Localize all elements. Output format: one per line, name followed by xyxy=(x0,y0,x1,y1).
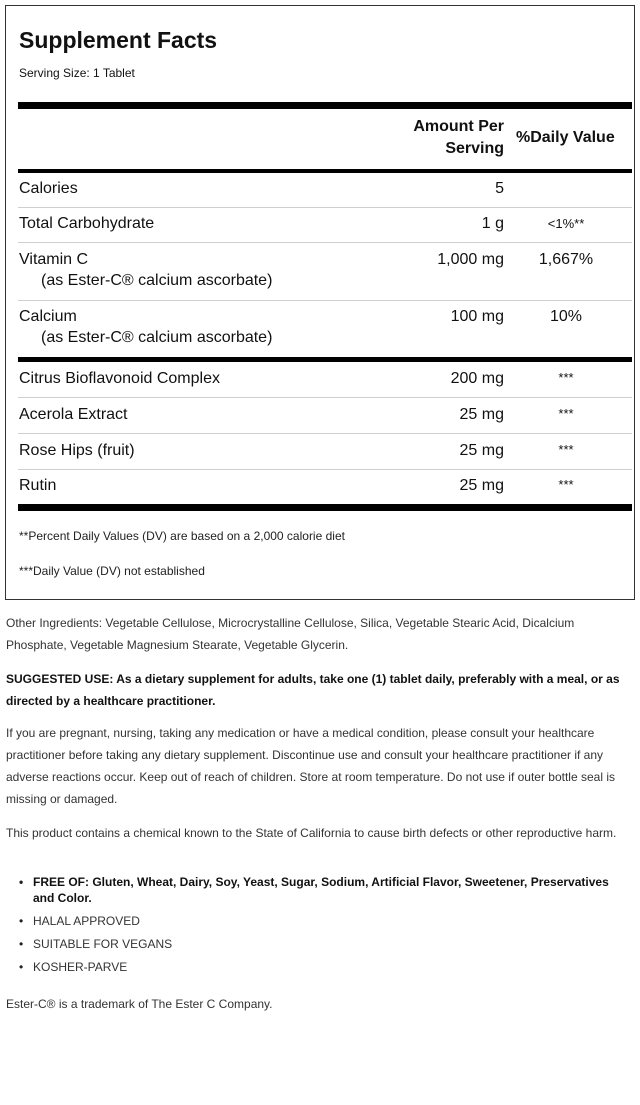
ingredient-daily-value: *** xyxy=(558,406,574,421)
footnote-dv-not-established: ***Daily Value (DV) not established xyxy=(19,564,205,578)
nutrient-name: Calcium xyxy=(19,308,77,325)
ingredient-amount: 25 mg xyxy=(459,406,504,423)
other-ingredients: Other Ingredients: Vegetable Cellulose, Microcrystalline Cellulose, Silica, Vegetable Stearic Acid, Dicalcium Phosphate, Vegetable Magnesium Stearate, Vegetable Glycerin. xyxy=(6,616,575,652)
column-header-amount xyxy=(386,116,504,160)
ingredient-amount: 25 mg xyxy=(459,477,504,494)
row-divider xyxy=(18,300,632,301)
thick-divider xyxy=(18,169,632,173)
trademark-note: Ester-C® is a trademark of The Ester C Company. xyxy=(6,997,273,1011)
prop65-warning: This product contains a chemical known to the State of California to cause birth defects or other reproductive harm. xyxy=(6,826,617,840)
column-header-amount-line1: Amount Per xyxy=(413,118,504,135)
thick-divider xyxy=(18,504,632,511)
list-item: • SUITABLE FOR VEGANS xyxy=(7,936,627,952)
ingredient-amount: 25 mg xyxy=(459,442,504,459)
column-header-amount-line2: Serving xyxy=(445,140,504,157)
row-divider xyxy=(18,207,632,208)
thick-divider xyxy=(18,102,632,109)
ingredient-daily-value: *** xyxy=(558,442,574,457)
row-divider xyxy=(18,433,632,434)
serving-size: Serving Size: 1 Tablet xyxy=(19,66,135,80)
row-divider xyxy=(18,242,632,243)
supplement-facts-panel xyxy=(5,5,635,600)
list-item: • HALAL APPROVED xyxy=(7,913,627,929)
ingredient-name: Citrus Bioflavonoid Complex xyxy=(19,370,220,387)
ingredient-daily-value: *** xyxy=(558,370,574,385)
nutrient-source: (as Ester-C® calcium ascorbate) xyxy=(41,272,273,289)
nutrient-amount: 1 g xyxy=(481,215,504,232)
list-item: • KOSHER-PARVE xyxy=(7,959,627,975)
facts-title: Supplement Facts xyxy=(19,27,218,53)
nutrient-amount: 5 xyxy=(495,180,504,197)
nutrient-amount: 100 mg xyxy=(450,308,504,325)
row-divider xyxy=(18,469,632,470)
feature-list xyxy=(7,874,627,982)
ingredient-name: Rutin xyxy=(19,477,57,494)
ingredient-amount: 200 mg xyxy=(450,370,504,387)
thick-divider xyxy=(18,357,632,362)
ingredient-name: Rose Hips (fruit) xyxy=(19,442,135,459)
ingredient-daily-value: *** xyxy=(558,477,574,492)
list-item: • FREE OF: Gluten, Wheat, Dairy, Soy, Yeast, Sugar, Sodium, Artificial Flavor, Sweetener, Preservatives and Color. xyxy=(7,874,627,906)
nutrient-daily-value: 1,667% xyxy=(538,251,594,268)
nutrient-source: (as Ester-C® calcium ascorbate) xyxy=(41,329,273,346)
nutrient-name: Total Carbohydrate xyxy=(19,215,155,232)
ingredient-name: Acerola Extract xyxy=(19,406,128,423)
nutrient-daily-value: <1%** xyxy=(547,216,585,231)
warning-text: If you are pregnant, nursing, taking any medication or have a medical condition, please consult your healthcare practitioner before taking any dietary supplement. Discontinue use and consult your healthcare practitioner if any adverse reactions occur. Keep out of reach of children. Store at room temperature. Do not use if outer bottle seal is missing or damaged. xyxy=(6,726,615,806)
nutrient-amount: 1,000 mg xyxy=(437,251,504,268)
footnote-dv-basis: **Percent Daily Values (DV) are based on a 2,000 calorie diet xyxy=(19,529,345,543)
nutrient-name: Vitamin C xyxy=(19,251,89,268)
nutrient-daily-value: 10% xyxy=(549,308,583,325)
nutrient-name: Calories xyxy=(19,180,78,197)
column-header-daily-value: %Daily Value xyxy=(516,129,615,146)
row-divider xyxy=(18,397,632,398)
suggested-use: SUGGESTED USE: As a dietary supplement for adults, take one (1) tablet daily, preferably with a meal, or as directed by a healthcare practitioner. xyxy=(6,672,620,708)
